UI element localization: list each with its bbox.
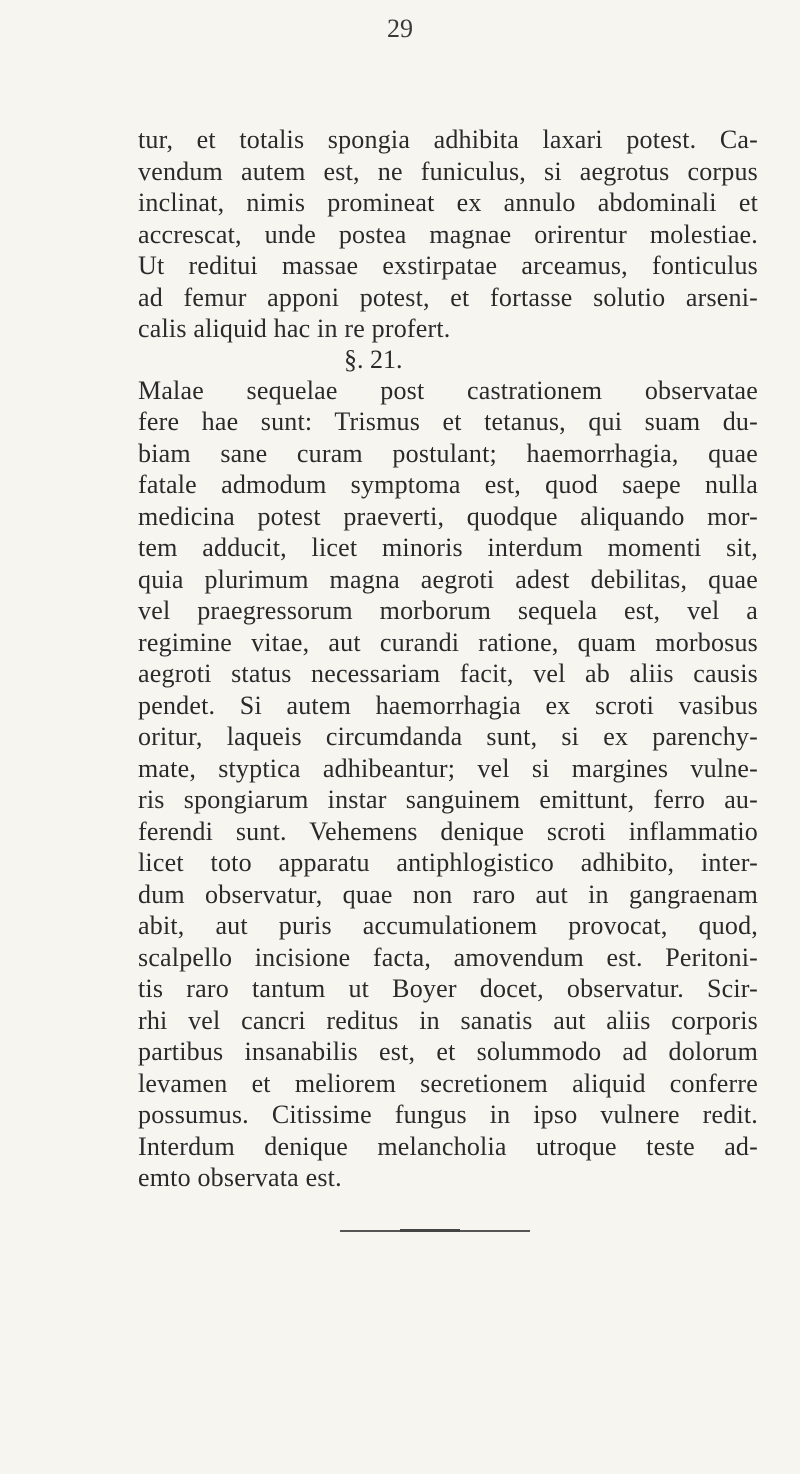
text-line: dum observatur, quae non raro aut in gangraenam	[138, 879, 758, 909]
text-line: regimine vitae, aut curandi ratione, quam morbosus	[138, 627, 758, 657]
text-line: mate, styptica adhibeantur; vel si margines vulne-	[138, 753, 758, 783]
text-line: pendet. Si autem haemorrhagia ex scroti vasibus	[138, 690, 758, 720]
text-line: tis raro tantum ut Boyer docet, observatur. Scir-	[138, 974, 758, 1003]
text-line: calis aliquid hac in re profert.	[138, 314, 451, 343]
text-line: vel praegressorum morborum sequela est, vel a	[138, 596, 758, 625]
paragraph-1	[138, 124, 758, 345]
section-heading: §. 21.	[344, 344, 403, 374]
bottom-rule	[340, 1230, 530, 1232]
text-line: medicina potest praeverti, quodque aliquando mor-	[138, 501, 758, 531]
page-number: 29	[387, 14, 413, 43]
text-line: fere hae sunt: Trismus et tetanus, qui suam du-	[138, 407, 758, 436]
text-line: possumus. Citissime fungus in ipso vulnere redit.	[138, 1100, 758, 1129]
text-line: ad femur apponi potest, et fortasse solutio arseni-	[138, 282, 758, 312]
text-line: partibus insanabilis est, et solummodo ad dolorum	[138, 1037, 758, 1066]
text-line: rhi vel cancri reditus in sanatis aut aliis corporis	[138, 1005, 758, 1035]
text-line: aegroti status necessariam facit, vel ab aliis causis	[138, 659, 758, 688]
text-line: quia plurimum magna aegroti adest debilitas, quae	[138, 564, 758, 594]
text-line: abit, aut puris accumulationem provocat, quod,	[138, 911, 758, 940]
text-line: ferendi sunt. Vehemens denique scroti inflammatio	[138, 816, 758, 846]
text-line: tem adducit, licet minoris interdum momenti sit,	[138, 533, 758, 562]
text-line: biam sane curam postulant; haemorrhagia, quae	[138, 438, 758, 468]
text-line: licet toto apparatu antiphlogistico adhibito, inter-	[138, 848, 758, 877]
text-line: levamen et meliorem secretionem aliquid conferre	[138, 1068, 758, 1098]
paragraph-2	[138, 375, 758, 1194]
text-line: Malae sequelae post castrationem observatae	[138, 375, 758, 405]
text-line: tur, et totalis spongia adhibita laxari potest. Ca-	[138, 125, 758, 154]
text-line: oritur, laqueis circumdanda sunt, si ex parenchy-	[138, 722, 758, 751]
text-line: inclinat, nimis promineat ex annulo abdominali et	[138, 188, 758, 217]
text-line: accrescat, unde postea magnae orirentur molestiae.	[138, 219, 758, 249]
text-line: emto observata est.	[138, 1163, 342, 1192]
text-line: vendum autem est, ne funiculus, si aegrotus corpus	[138, 156, 758, 186]
text-line: Interdum denique melancholia utroque teste ad-	[138, 1131, 758, 1161]
text-line: fatale admodum symptoma est, quod saepe nulla	[138, 470, 758, 499]
text-line: ris spongiarum instar sanguinem emittunt, ferro au-	[138, 785, 758, 814]
text-line: scalpello incisione facta, amovendum est. Peritoni-	[138, 942, 758, 972]
body-text	[138, 124, 758, 1194]
text-line: Ut reditui massae exstirpatae arceamus, fonticulus	[138, 251, 758, 280]
